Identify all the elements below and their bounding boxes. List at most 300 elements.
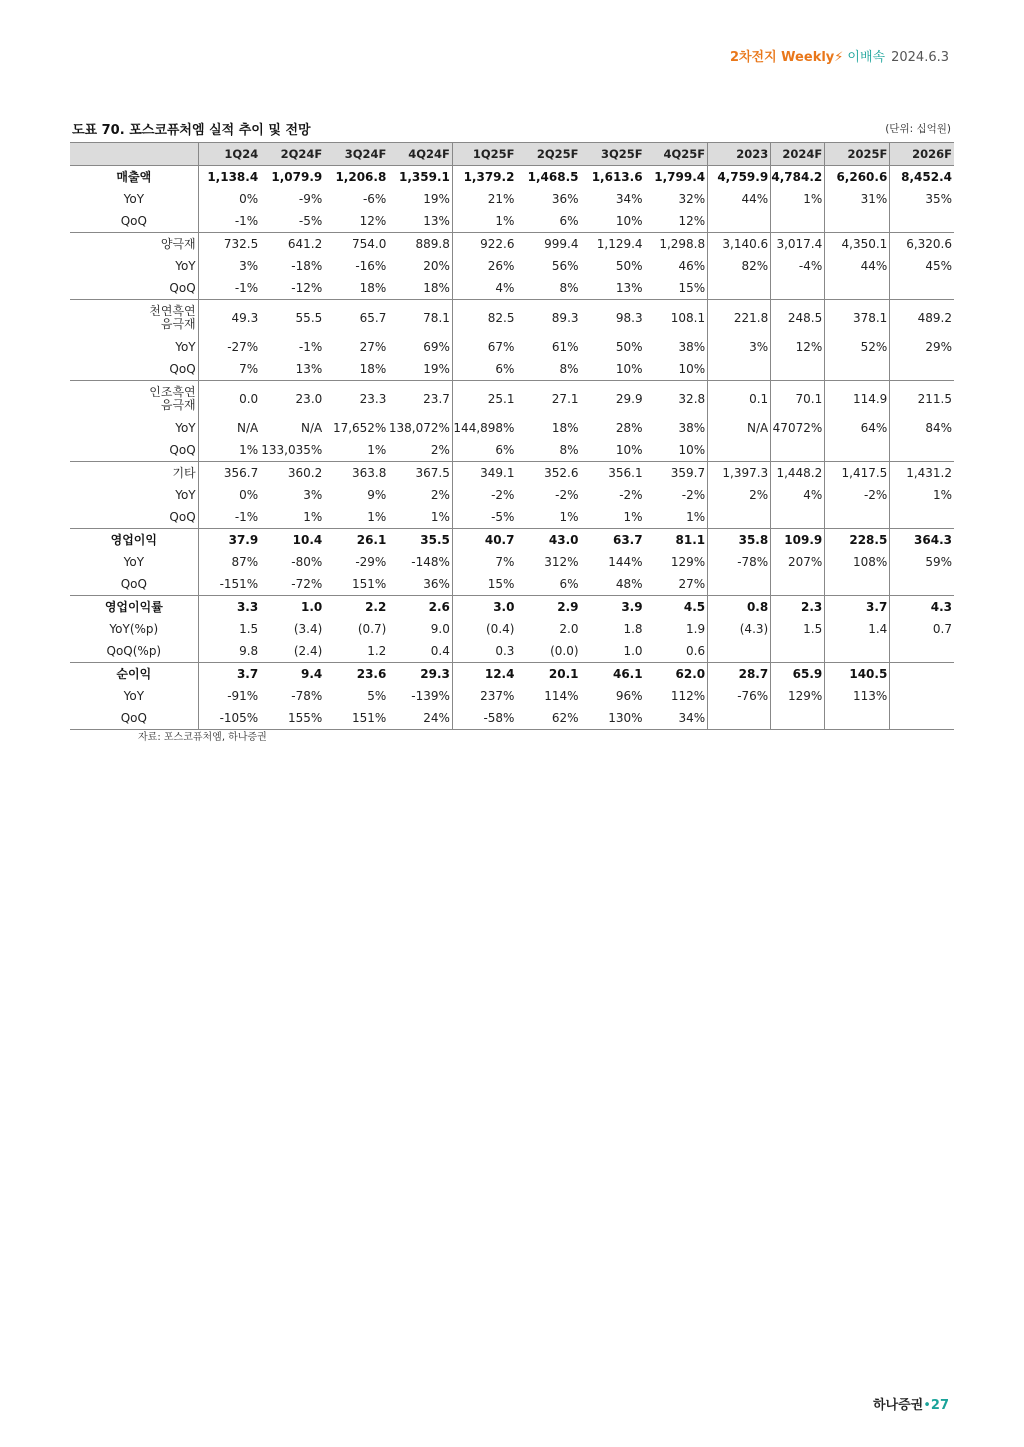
table-cell: 3.9 [581, 596, 645, 619]
table-row [70, 462, 954, 485]
table-cell: 1% [452, 210, 516, 233]
report-series: 2차전지 Weekly [729, 50, 835, 65]
row-label [70, 707, 198, 730]
table-cell: 36% [551, 191, 579, 206]
table-cell: 40.7 [452, 529, 516, 552]
earnings-table [70, 142, 954, 730]
row-label-line: 영업이익률 [104, 599, 163, 614]
table-cell: 1,129.4 [581, 233, 645, 256]
row-label-line: YoY [123, 688, 145, 703]
row-label [70, 210, 198, 233]
table-title: 도표 70. 포스코퓨처엠 실적 추이 및 전망 [72, 123, 311, 138]
table-cell: 23.6 [324, 663, 388, 686]
table-cell: 1.5 [771, 618, 825, 640]
table-cell: 4% [771, 484, 825, 506]
page-footer [873, 1394, 949, 1413]
header-col-2q24f: 2Q24F [260, 143, 324, 166]
table-cell: 1% [559, 509, 579, 524]
table-cell: 62% [516, 707, 580, 730]
table-cell: 732.5 [198, 233, 260, 256]
table-cell [890, 506, 954, 529]
table-cell [890, 707, 954, 730]
row-label-line: YoY [175, 258, 196, 273]
table-cell: 2% [430, 487, 450, 502]
table-cell: 754.0 [324, 233, 388, 256]
table-cell: 1% [367, 509, 387, 524]
table-cell: 312% [544, 554, 579, 569]
table-cell: 1,448.2 [771, 462, 825, 485]
table-cell [708, 210, 771, 233]
table-cell: 28% [615, 420, 643, 435]
table-cell: 38% [678, 339, 706, 354]
table-row [70, 358, 954, 381]
row-label-line: 음극재 [160, 398, 196, 412]
table-cell [890, 358, 954, 381]
table-row [70, 277, 954, 300]
table-cell [825, 573, 890, 596]
table-cell: 1,468.5 [527, 169, 579, 184]
table-cell: 3% [303, 487, 323, 502]
table-row [70, 300, 954, 337]
table-cell: 43.0 [516, 529, 580, 552]
table-cell: 489.2 [890, 300, 954, 337]
table-cell [771, 277, 825, 300]
row-label [70, 462, 198, 485]
table-cell [890, 640, 954, 663]
header-col-2025f: 2025F [825, 143, 890, 166]
table-cell: 114.9 [825, 381, 890, 418]
table-cell: 8,452.4 [890, 166, 954, 189]
table-row [70, 685, 954, 707]
table-cell: 10.4 [260, 529, 324, 552]
table-cell: -2% [825, 484, 890, 506]
table-cell: 98.3 [581, 300, 645, 337]
row-label [70, 685, 198, 707]
table-cell: 27% [678, 576, 706, 591]
table-cell: 12% [678, 213, 706, 228]
table-cell: 32% [678, 191, 706, 206]
table-cell: -1% [298, 339, 323, 354]
table-cell: 29.3 [388, 663, 452, 686]
table-row [70, 551, 954, 573]
table-row [70, 618, 954, 640]
table-cell: 55.5 [260, 300, 324, 337]
table-cell [825, 506, 890, 529]
table-cell: 56% [551, 258, 579, 273]
table-cell: 0.6 [686, 643, 706, 658]
table-cell: 211.5 [890, 381, 954, 418]
table-cell: 18% [359, 280, 387, 295]
table-cell: 10% [615, 442, 643, 457]
table-cell: -5% [298, 213, 323, 228]
table-cell: (3.4) [293, 621, 323, 636]
table-cell: 1,431.2 [890, 462, 954, 485]
table-cell: 359.7 [645, 462, 708, 485]
table-cell: 38% [678, 420, 706, 435]
table-cell: 18% [551, 420, 579, 435]
table-cell [708, 506, 771, 529]
table-cell: 13% [295, 361, 323, 376]
unit-note: (단위: 십억원) [885, 123, 951, 135]
table-cell: 1% [623, 509, 643, 524]
table-cell: 1,379.2 [452, 166, 516, 189]
table-cell: 35% [890, 188, 954, 210]
table-cell: -18% [291, 258, 323, 273]
table-cell: 922.6 [452, 233, 516, 256]
table-cell: 15% [678, 280, 706, 295]
table-cell [825, 707, 890, 730]
table-cell [708, 358, 771, 381]
table-cell: 1% [430, 509, 450, 524]
table-cell: 378.1 [825, 300, 890, 337]
table-row [70, 255, 954, 277]
table-cell: (2.4) [293, 643, 323, 658]
table-cell: 207% [771, 551, 825, 573]
table-cell: 84% [890, 417, 954, 439]
footer-brand: 하나증권 [873, 1398, 924, 1413]
row-label-line: YoY [175, 487, 196, 502]
table-cell: 0% [198, 484, 260, 506]
table-cell: 2.0 [559, 621, 579, 636]
table-cell: 3,017.4 [771, 233, 825, 256]
table-cell: 228.5 [825, 529, 890, 552]
table-cell: 35.5 [388, 529, 452, 552]
table-cell: 1,138.4 [198, 166, 260, 189]
table-cell [708, 707, 771, 730]
row-label-line: QoQ [169, 509, 196, 524]
table-cell: 1,298.8 [645, 233, 708, 256]
table-cell: -148% [411, 554, 450, 569]
header-col-2q25f: 2Q25F [516, 143, 580, 166]
row-label-line: YoY [123, 554, 145, 569]
table-cell: 4.3 [890, 596, 954, 619]
table-cell: -2% [555, 487, 579, 502]
table-cell: 3,140.6 [708, 233, 771, 256]
table-cell [771, 573, 825, 596]
table-row [70, 417, 954, 439]
table-cell: -6% [362, 191, 387, 206]
table-cell: -151% [198, 573, 260, 596]
page-number: 27 [930, 1398, 949, 1413]
page-header [730, 46, 949, 65]
table-cell: 349.1 [452, 462, 516, 485]
row-label [70, 573, 198, 596]
row-label [70, 484, 198, 506]
table-cell: 0.7 [890, 618, 954, 640]
table-cell: 10% [615, 361, 643, 376]
table-cell: N/A [301, 420, 323, 435]
table-cell: 1,206.8 [335, 169, 387, 184]
table-cell: 2% [430, 442, 450, 457]
table-cell: 18% [423, 280, 450, 295]
table-row [70, 529, 954, 552]
row-label-line: 영업이익 [110, 532, 157, 547]
table-cell: 1.2 [367, 643, 387, 658]
table-cell: 25.1 [452, 381, 516, 418]
row-label [70, 277, 198, 300]
table-cell [890, 573, 954, 596]
table-cell: 6% [452, 358, 516, 381]
table-cell: 20% [423, 258, 450, 273]
table-cell: 112% [670, 688, 706, 703]
table-cell: 20.1 [516, 663, 580, 686]
table-cell: 1.9 [686, 621, 706, 636]
table-cell: 29.9 [581, 381, 645, 418]
table-row [70, 233, 954, 256]
table-cell: 4% [452, 277, 516, 300]
table-cell: 3% [198, 255, 260, 277]
table-cell: -76% [708, 685, 771, 707]
table-cell: (0.7) [357, 621, 387, 636]
table-cell: 1% [367, 442, 387, 457]
row-label [70, 618, 198, 640]
row-label-line: 순이익 [116, 666, 152, 681]
row-label-line: QoQ(%p) [106, 643, 162, 658]
table-cell: 26% [452, 255, 516, 277]
table-cell: 130% [581, 707, 645, 730]
table-cell: 12.4 [452, 663, 516, 686]
table-cell [890, 210, 954, 233]
table-cell: 0% [198, 188, 260, 210]
header-col-4q25f: 4Q25F [645, 143, 708, 166]
header-col-2023: 2023 [708, 143, 771, 166]
table-cell: 155% [260, 707, 324, 730]
table-cell: 3% [708, 336, 771, 358]
table-cell: 356.7 [198, 462, 260, 485]
table-cell: 23.7 [388, 381, 452, 418]
table-cell [708, 277, 771, 300]
table-cell: 6% [559, 576, 579, 591]
table-cell [890, 685, 954, 707]
table-row [70, 336, 954, 358]
table-cell: 1,397.3 [708, 462, 771, 485]
source-note: 자료: 포스코퓨처엠, 하나증권 [138, 732, 267, 743]
table-cell: 19% [423, 191, 450, 206]
table-cell [825, 640, 890, 663]
table-cell: 108% [825, 551, 890, 573]
table-cell: 48% [615, 576, 643, 591]
table-cell: 0.1 [708, 381, 771, 418]
table-cell: 37.9 [198, 529, 260, 552]
footer-dot: • [923, 1398, 931, 1413]
table-cell: N/A [198, 417, 260, 439]
table-cell: 64% [825, 417, 890, 439]
table-cell: 151% [324, 707, 388, 730]
table-row [70, 210, 954, 233]
table-cell: 17,652% [332, 420, 387, 435]
table-cell: 62.0 [645, 663, 708, 686]
row-label-line: YoY [175, 420, 196, 435]
row-label-line: 기타 [172, 465, 196, 480]
lightning-icon: ⚡ [834, 50, 844, 65]
table-cell: 13% [615, 280, 643, 295]
table-cell: 70.1 [771, 381, 825, 418]
table-cell: 67% [452, 336, 516, 358]
table-cell: 1% [686, 509, 706, 524]
table-cell: 364.3 [890, 529, 954, 552]
table-cell: -78% [291, 688, 323, 703]
header-col-2026f: 2026F [890, 143, 954, 166]
table-row [70, 640, 954, 663]
table-cell: 1.0 [260, 596, 324, 619]
table-cell: 129% [670, 554, 706, 569]
table-cell [771, 358, 825, 381]
table-cell: 10% [678, 442, 706, 457]
table-cell: 45% [890, 255, 954, 277]
table-cell: 133,035% [261, 442, 323, 457]
table-cell: 82.5 [452, 300, 516, 337]
table-cell: 21% [452, 188, 516, 210]
table-cell: -1% [198, 210, 260, 233]
table-cell: (0.0) [550, 643, 579, 658]
table-cell [708, 439, 771, 462]
table-cell: 6,260.6 [825, 166, 890, 189]
table-cell: 2.6 [388, 596, 452, 619]
table-cell: 1.8 [623, 621, 643, 636]
table-cell: 5% [367, 688, 387, 703]
table-cell: 96% [615, 688, 643, 703]
table-cell [771, 439, 825, 462]
row-label-line: 매출액 [116, 169, 152, 184]
table-cell: 352.6 [516, 462, 580, 485]
row-label [70, 417, 198, 439]
table-cell: 248.5 [771, 300, 825, 337]
table-cell: -72% [291, 576, 323, 591]
table-cell: 78.1 [388, 300, 452, 337]
table-cell: 26.1 [324, 529, 388, 552]
table-cell: 10% [615, 213, 643, 228]
table-cell: 28.7 [708, 663, 771, 686]
table-cell: 8% [559, 280, 579, 295]
table-cell: 889.8 [388, 233, 452, 256]
table-cell: 27% [359, 339, 387, 354]
row-label [70, 233, 198, 256]
row-label-line: 천연흑연 [149, 304, 196, 318]
table-cell: 641.2 [260, 233, 324, 256]
table-cell: 44% [708, 188, 771, 210]
table-cell: 1,359.1 [399, 169, 450, 184]
table-cell: -58% [452, 707, 516, 730]
table-cell [708, 640, 771, 663]
header-col-3q24f: 3Q24F [324, 143, 388, 166]
table-cell: 44% [825, 255, 890, 277]
table-cell [771, 210, 825, 233]
report-author: 이배속 [847, 50, 886, 65]
table-cell [771, 640, 825, 663]
header-label-cell [70, 143, 198, 166]
table-cell: 1% [771, 188, 825, 210]
table-cell: -2% [452, 484, 516, 506]
table-cell: 1,613.6 [591, 169, 643, 184]
row-label [70, 358, 198, 381]
table-cell: 1,417.5 [825, 462, 890, 485]
table-cell: 0.8 [708, 596, 771, 619]
table-cell: 50% [615, 339, 643, 354]
table-cell: 81.1 [645, 529, 708, 552]
table-row [70, 484, 954, 506]
table-cell: 109.9 [771, 529, 825, 552]
table-cell: -139% [411, 688, 450, 703]
table-cell: 9.4 [260, 663, 324, 686]
row-label [70, 188, 198, 210]
table-cell: 1% [198, 439, 260, 462]
table-row [70, 381, 954, 418]
table-cell: 4,784.2 [771, 166, 825, 189]
table-cell: 1,079.9 [271, 169, 323, 184]
table-cell: 65.9 [771, 663, 825, 686]
table-cell: 18% [359, 361, 387, 376]
table-cell: 23.3 [324, 381, 388, 418]
table-cell: 9.0 [430, 621, 450, 636]
table-row [70, 506, 954, 529]
table-cell: 360.2 [260, 462, 324, 485]
table-cell: 2.9 [516, 596, 580, 619]
table-cell: 12% [771, 336, 825, 358]
table-cell: 356.1 [581, 462, 645, 485]
table-cell: 82% [708, 255, 771, 277]
table-cell: -1% [198, 506, 260, 529]
table-cell: 999.4 [516, 233, 580, 256]
table-cell: 32.8 [645, 381, 708, 418]
table-cell: -4% [771, 255, 825, 277]
table-cell: 6% [559, 213, 579, 228]
row-label [70, 336, 198, 358]
row-label [70, 166, 198, 189]
table-cell: 50% [615, 258, 643, 273]
table-cell: 6% [452, 439, 516, 462]
table-cell: 36% [423, 576, 450, 591]
table-cell: 24% [388, 707, 452, 730]
table-cell: 46% [678, 258, 706, 273]
table-cell: 13% [423, 213, 450, 228]
table-cell: 8% [559, 361, 579, 376]
table-cell: 35.8 [708, 529, 771, 552]
table-cell: 2.3 [771, 596, 825, 619]
table-cell: 63.7 [581, 529, 645, 552]
row-label [70, 506, 198, 529]
table-cell [771, 506, 825, 529]
row-label [70, 596, 198, 619]
table-cell: 27.1 [516, 381, 580, 418]
table-cell [825, 277, 890, 300]
table-cell: 9.8 [198, 640, 260, 663]
table-cell: 10% [678, 361, 706, 376]
row-label-line: YoY [123, 191, 145, 206]
row-label [70, 255, 198, 277]
table-cell: 2.2 [324, 596, 388, 619]
row-label-line: QoQ [169, 361, 196, 376]
row-label-line: 인조흑연 [149, 385, 196, 399]
table-cell: N/A [708, 417, 771, 439]
header-col-1q24: 1Q24 [198, 143, 260, 166]
table-cell: 140.5 [825, 663, 890, 686]
table-cell: 4,759.9 [708, 166, 771, 189]
table-cell: 65.7 [324, 300, 388, 337]
table-cell: 138,072% [388, 420, 450, 435]
table-cell: 0.0 [198, 381, 260, 418]
table-row [70, 596, 954, 619]
table-cell: (0.4) [452, 618, 516, 640]
table-cell: 87% [198, 551, 260, 573]
table-cell: -2% [619, 487, 643, 502]
report-date: 2024.6.3 [891, 50, 949, 65]
table-cell: 8% [559, 442, 579, 457]
table-cell: -2% [681, 487, 706, 502]
table-cell: 0.3 [452, 640, 516, 663]
row-label-line: QoQ [120, 576, 147, 591]
table-cell: 34% [615, 191, 643, 206]
row-label-line: YoY(%p) [109, 621, 159, 636]
